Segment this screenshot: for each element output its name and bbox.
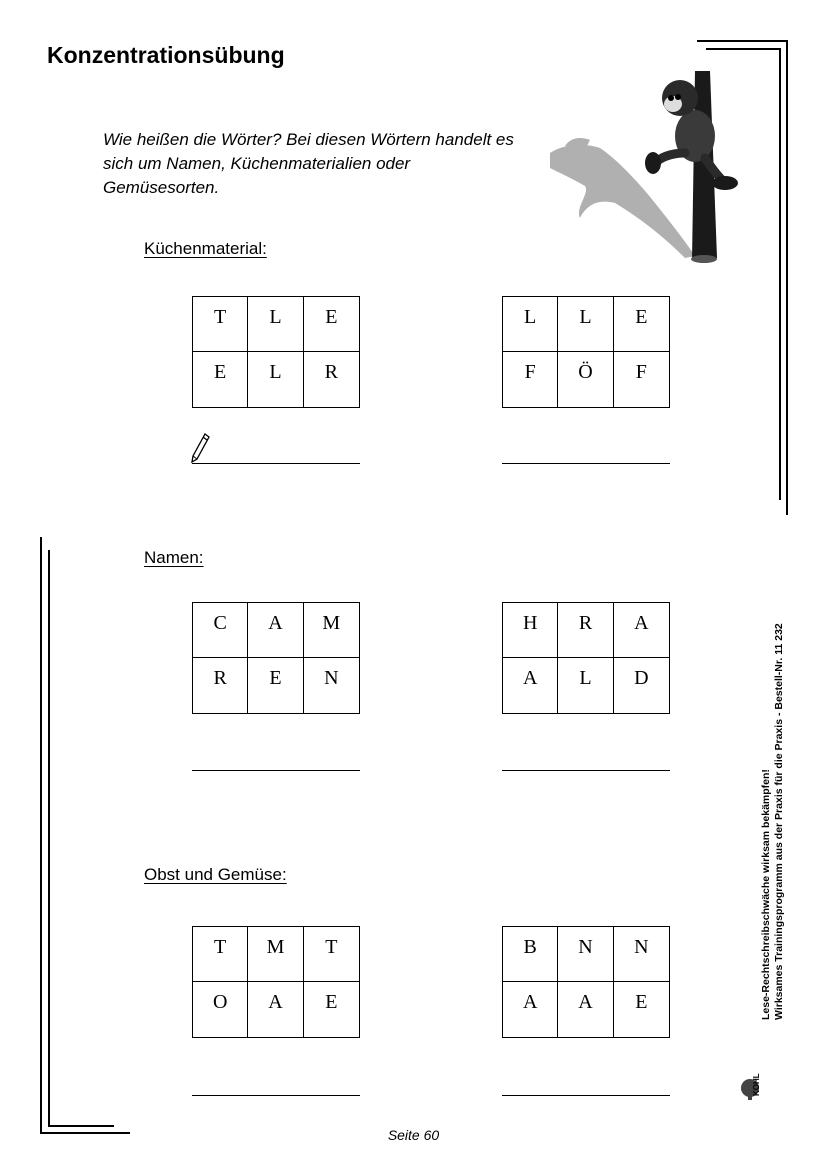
letter-cell: R [558,603,613,658]
section-heading-fruit-vegetables: Obst und Gemüse: [144,865,287,884]
letter-cell: E [635,991,648,1013]
section-heading-kitchen: Küchenmaterial: [144,239,267,258]
letter-cell: L [558,297,613,352]
monkey-illustration [545,68,745,268]
letter-cell: H [503,603,558,658]
sidebar-line-1: Lese-Rechtschreibschwäche wirksam bekämpfen! [760,769,772,1020]
publisher-logo [738,1030,788,1100]
letter-cell: T [304,927,359,982]
letter-cell: O [193,982,248,1037]
page-title: Konzentrationsübung [47,42,285,68]
letter-grid [192,602,360,714]
letter-cell: A [248,603,303,658]
letter-cell: N [324,667,339,689]
letter-cell: C [193,603,248,658]
letter-cell: N [614,927,669,982]
letter-cell: L [248,352,303,407]
letter-cell: F [635,361,647,383]
letter-grid [192,926,360,1038]
instructions: Wie heißen die Wörter? Bei diesen Wörtern handelt es sich um Namen, Küchenmaterialien oder Gemüsesorten. [103,130,514,197]
answer-line[interactable] [502,463,670,464]
letter-cell: B [503,927,558,982]
letter-cell: T [193,927,248,982]
letter-cell: T [193,297,248,352]
frame-line [786,40,788,515]
pencil-icon [190,432,210,464]
letter-cell: E [614,297,669,352]
letter-cell: A [558,982,613,1037]
letter-cell: F [503,352,558,407]
letter-cell: M [248,927,303,982]
frame-line [779,48,781,500]
letter-cell: A [614,603,669,658]
letter-cell: M [304,603,359,658]
letter-cell: R [193,658,248,713]
letter-cell: D [634,667,649,689]
page-number: Seite 60 [387,1127,440,1143]
letter-cell: L [558,658,613,713]
letter-cell: N [558,927,613,982]
letter-cell: A [503,982,558,1037]
frame-line [48,550,50,1126]
sidebar-credit [760,560,786,1020]
publisher-name: KOHL [752,1073,761,1096]
letter-cell: Ö [558,352,613,407]
letter-grid [502,602,670,714]
letter-cell: L [503,297,558,352]
answer-line[interactable] [192,770,360,771]
answer-line[interactable] [192,463,360,464]
letter-cell: A [248,982,303,1037]
letter-cell: R [324,361,338,383]
letter-grid [192,296,360,408]
frame-line [697,40,787,42]
answer-line[interactable] [502,770,670,771]
frame-line [706,48,780,50]
frame-line [40,537,42,1134]
letter-cell: A [503,658,558,713]
letter-grid [502,296,670,408]
sidebar-line-2: Wirksames Trainingsprogramm aus der Praxis für die Praxis - Bestell-Nr. 11 232 [773,623,785,1020]
section-heading-names: Namen: [144,548,204,567]
letter-cell: E [248,658,303,713]
letter-cell: L [248,297,303,352]
answer-line[interactable] [502,1095,670,1096]
letter-cell: E [193,352,248,407]
answer-line[interactable] [192,1095,360,1096]
letter-cell: E [325,991,338,1013]
letter-grid [502,926,670,1038]
letter-cell: E [304,297,359,352]
